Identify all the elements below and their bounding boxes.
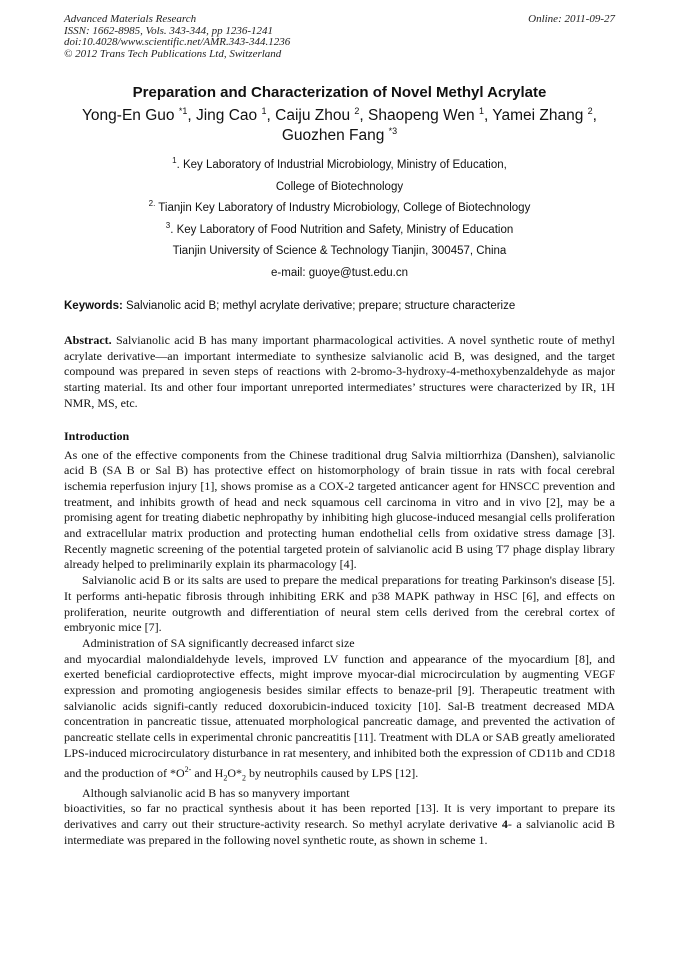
paragraph: bioactivities, so far no practical synthesis about it has been reported [13]. It is very important to prepare its derivatives and carry out their structure-activity research. So methyl acrylate derivative 4- a salvianolic acid B intermediate was prepared in the following novel synthetic route, as shown in scheme 1. xyxy=(64,801,616,847)
author: Yamei Zhang $^2$, xyxy=(492,105,597,124)
issn-line: ISSN: 1662-8985, Vols. 343-344, pp 1236-1241 xyxy=(64,24,273,37)
keywords xyxy=(64,299,615,314)
abstract-text: Salvianolic acid B has many important pharmacological activities. A novel synthetic route of methyl acrylate derivative—an important intermediate to synthesize salvianolic acid B, was designed, and the target compound was prepared in seven steps of reactions with 2-bromo-3-hydroxy-4-methoxybenzaldehyde as major starting material. Its and other four important unreported intermediates’ structures were characterized by IR, 1H NMR, MS, etc. xyxy=(64,333,615,410)
abstract xyxy=(64,333,615,412)
paragraph: As one of the effective components from the Chinese traditional drug Salvia miltiorrhiza (Danshen), salvianolic acid B (SA B or Sal B) has protective effect on histomorphology of brain tissue in rats with focal cerebral ischemia reperfusion injury [1], shows promise as a COX-2 targeted anticancer agent for HNSCC prevention and treatment, and inhibits growth of head and neck squamous cell carcinoma in vitro and in vivo [2], may be a promising agent for treating diabetic nephropathy by inhibiting high glucose-induced mesangial cells proliferation and extracellular matrix production and protecting human endothelial cells from oxidative stress damage [3]. Recently magnetic screening of the potential targeted protein of salvianolic acid B using T7 phage display library already helped to preliminarily explain its pharmacology [4]. xyxy=(64,447,615,572)
affiliation-1-dept: College of Biotechnology xyxy=(275,180,404,193)
paragraph: and myocardial malondialdehyde levels, improved LV function and appearance of the myocardium [8], and exerted beneficial cardioprotective effects, might improve myocar-dial microcirculation by augmenting VEGF expression and promoting angiogenesis besides similar effects to benaze-pril [9]. Therapeutic treatment with salvianolic acids signifi-cantly reduced doxorubicin-induced toxicity [10]. Sal-B treatment decreased MDA concentration in pancreatic tissue, attenuated morphological pancreatic damage, and prevented the activation of pancreatic stellate cells in experimental chronic pancreatitis [11]. Treatment with DLA or SAB greatly ameliorated LPS-induced microcirculatory disturbance in rat mesentery, and inhibited both the expression of CD11b and CD18 and the production of $*O^{2-}$ and $H_2O*_2$ by neutrophils caused by LPS [12]. xyxy=(64,651,615,782)
section-heading-introduction: Introduction xyxy=(64,428,130,443)
affiliations xyxy=(64,155,615,284)
author: Jing Cao $^1$, xyxy=(195,105,276,124)
affiliation-3-address: Tianjin University of Science & Technology Tianjin, 300457, China xyxy=(172,245,507,257)
author: Guozhen Fang $^{*3}$ xyxy=(281,125,398,144)
author-list xyxy=(64,106,615,146)
doi-line: doi:10.4028/www.scientific.net/AMR.343-344.1236 xyxy=(64,36,291,48)
author: Shaopeng Wen $^1$, xyxy=(368,105,493,124)
journal-header xyxy=(64,14,615,64)
online-date: Online: 2011-09-27 xyxy=(528,13,615,25)
introduction-body xyxy=(64,448,615,849)
paper-page xyxy=(64,14,615,848)
copyright-line: © 2012 Trans Tech Publications Ltd, Switzerland xyxy=(64,47,282,60)
author: Yong-En Guo $^{*1}$, xyxy=(82,105,196,124)
affiliation-2: $^{2.}$ Tianjin Key Laboratory of Industry Microbiology, College of Biotechnology xyxy=(148,199,531,214)
author: Caiju Zhou $^2$, xyxy=(275,105,369,124)
paragraph: Salvianolic acid B or its salts are used to prepare the medical preparations for treating Parkinson's disease [5]. It performs anti-hepatic fibrosis through inhibiting ERK and p38 MAPK pathway in HSC [6], and effects on proliferation, neurite outgrowth and differentiation of neural stem cells derived from the cerebral cortex of embryonic mice [7]. xyxy=(64,573,615,635)
affiliation-1: $^1$. Key Laboratory of Industrial Microbiology, Ministry of Education, xyxy=(172,156,507,171)
keywords-text: Salvianolic acid B; methyl acrylate derivative; prepare; structure characterize xyxy=(122,300,516,312)
journal-name: Advanced Materials Research xyxy=(64,13,197,25)
contact-email: e-mail: guoye@tust.edu.cn xyxy=(271,266,408,279)
keywords-label: Keywords: xyxy=(64,300,123,312)
affiliation-3: $^3$. Key Laboratory of Food Nutrition and Safety, Ministry of Education xyxy=(165,220,514,236)
paragraph-fragment: Although salvianolic acid B has so manyvery important xyxy=(82,785,350,800)
abstract-label: Abstract. xyxy=(64,333,112,347)
paragraph-fragment: Administration of SA significantly decreased infarct size xyxy=(82,635,355,650)
paper-title: Preparation and Characterization of Novel Methyl Acrylate xyxy=(132,84,547,101)
